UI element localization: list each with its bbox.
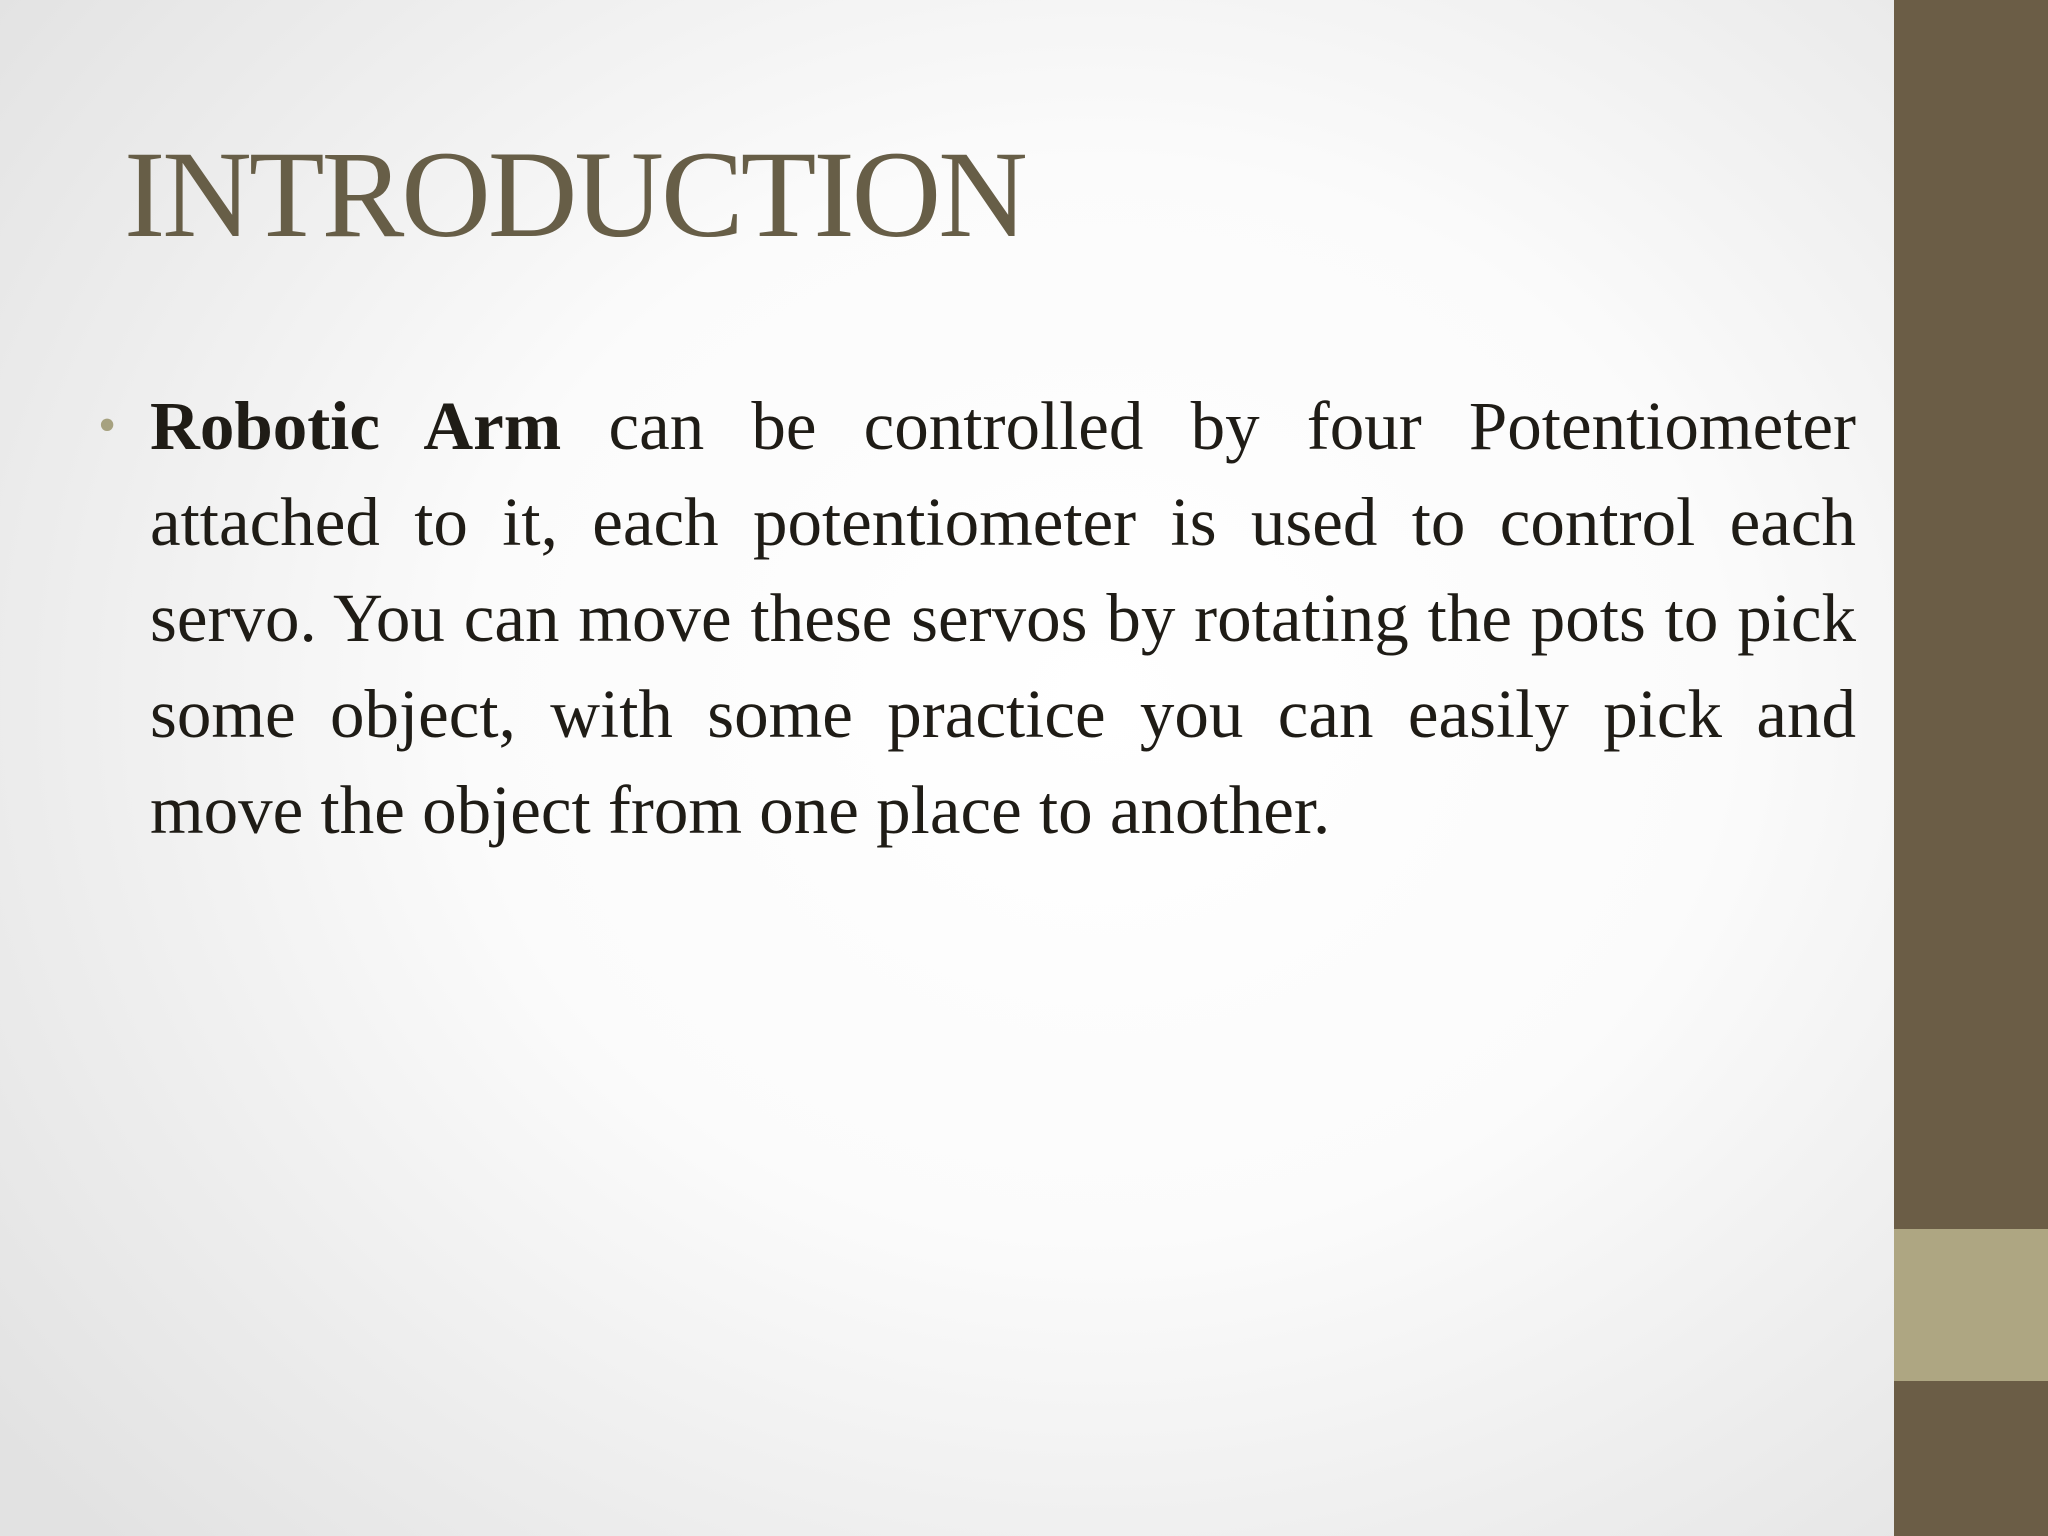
bullet-list xyxy=(98,378,1856,858)
bullet-marker-icon: • xyxy=(98,397,117,454)
slide-title: INTRODUCTION xyxy=(124,126,1025,263)
bullet-text: can be controlled by four Potentiometer attached to it, each potentiometer is used to control each servo. You can move these servos by rotating the pots to pick some object, with some practice you can easily pick and move the object from one place to another. xyxy=(150,388,1856,848)
decorative-sidebar xyxy=(1894,0,2048,1536)
bullet-bold-term: Robotic Arm xyxy=(150,388,562,464)
bullet-item xyxy=(98,378,1856,858)
sidebar-accent-block xyxy=(1894,1229,2048,1381)
